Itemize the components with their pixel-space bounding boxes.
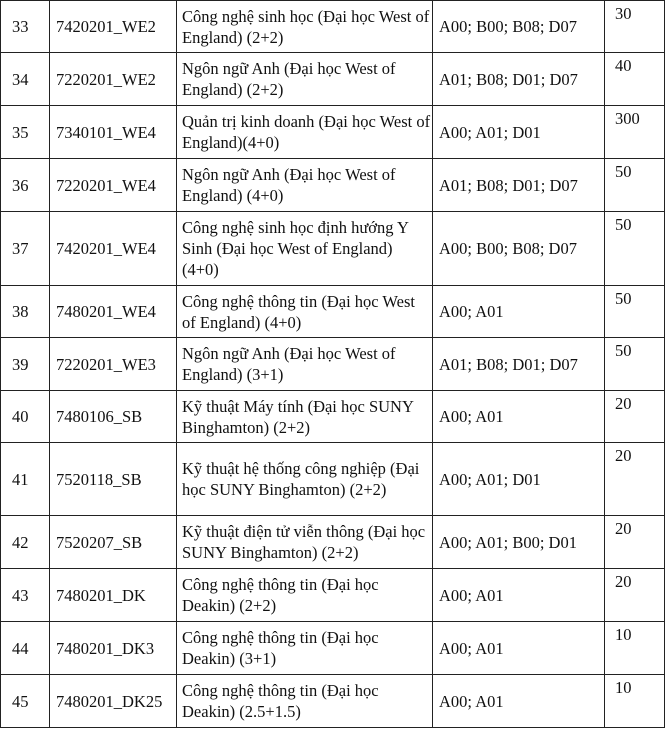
row-number: 38 [1, 286, 50, 338]
subject-combinations: A00; A01; D01 [433, 106, 605, 159]
quota: 50 [605, 338, 665, 391]
row-number: 34 [1, 53, 50, 106]
subject-combinations: A01; B08; D01; D07 [433, 53, 605, 106]
program-name: Công nghệ sinh học định hướng Y Sinh (Đại học West of England) (4+0) [177, 212, 433, 286]
row-number: 41 [1, 443, 50, 516]
program-code: 7480201_DK3 [50, 622, 177, 675]
subject-combinations: A00; A01 [433, 622, 605, 675]
table-row [1, 569, 665, 622]
subject-combinations: A00; B00; B08; D07 [433, 1, 605, 53]
row-number: 39 [1, 338, 50, 391]
quota: 20 [605, 516, 665, 569]
program-code: 7340101_WE4 [50, 106, 177, 159]
row-number: 37 [1, 212, 50, 286]
program-name: Ngôn ngữ Anh (Đại học West of England) (3+1) [177, 338, 433, 391]
table-row [1, 159, 665, 212]
program-code: 7220201_WE2 [50, 53, 177, 106]
program-name: Kỹ thuật Máy tính (Đại học SUNY Binghamton) (2+2) [177, 391, 433, 443]
program-code: 7480201_DK25 [50, 675, 177, 728]
row-number: 45 [1, 675, 50, 728]
table-row [1, 106, 665, 159]
table-row [1, 53, 665, 106]
subject-combinations: A00; A01; B00; D01 [433, 516, 605, 569]
subject-combinations: A00; A01 [433, 675, 605, 728]
program-name: Quản trị kinh doanh (Đại học West of England)(4+0) [177, 106, 433, 159]
table-row [1, 443, 665, 516]
program-name: Công nghệ sinh học (Đại học West of England) (2+2) [177, 1, 433, 53]
table-row [1, 212, 665, 286]
subject-combinations: A01; B08; D01; D07 [433, 159, 605, 212]
subject-combinations: A00; B00; B08; D07 [433, 212, 605, 286]
quota: 50 [605, 212, 665, 286]
quota: 20 [605, 443, 665, 516]
quota: 20 [605, 391, 665, 443]
table-row [1, 391, 665, 443]
program-code: 7220201_WE3 [50, 338, 177, 391]
subject-combinations: A01; B08; D01; D07 [433, 338, 605, 391]
program-name: Kỹ thuật điện tử viễn thông (Đại học SUNY Binghamton) (2+2) [177, 516, 433, 569]
program-name: Ngôn ngữ Anh (Đại học West of England) (2+2) [177, 53, 433, 106]
program-code: 7520207_SB [50, 516, 177, 569]
quota: 50 [605, 286, 665, 338]
row-number: 40 [1, 391, 50, 443]
table-row [1, 338, 665, 391]
program-name: Công nghệ thông tin (Đại học Deakin) (3+1) [177, 622, 433, 675]
quota: 10 [605, 675, 665, 728]
program-code: 7480201_WE4 [50, 286, 177, 338]
quota: 30 [605, 1, 665, 53]
program-code: 7520118_SB [50, 443, 177, 516]
program-name: Công nghệ thông tin (Đại học Deakin) (2+2) [177, 569, 433, 622]
subject-combinations: A00; A01 [433, 286, 605, 338]
table-row [1, 286, 665, 338]
program-name: Kỹ thuật hệ thống công nghiệp (Đại học SUNY Binghamton) (2+2) [177, 443, 433, 516]
row-number: 33 [1, 1, 50, 53]
subject-combinations: A00; A01 [433, 391, 605, 443]
quota: 300 [605, 106, 665, 159]
row-number: 36 [1, 159, 50, 212]
program-code: 7480201_DK [50, 569, 177, 622]
program-name: Ngôn ngữ Anh (Đại học West of England) (4+0) [177, 159, 433, 212]
quota: 50 [605, 159, 665, 212]
table-row [1, 675, 665, 728]
table-row [1, 622, 665, 675]
table-row [1, 1, 665, 53]
quota: 20 [605, 569, 665, 622]
program-code: 7480106_SB [50, 391, 177, 443]
quota: 10 [605, 622, 665, 675]
program-name: Công nghệ thông tin (Đại học Deakin) (2.5+1.5) [177, 675, 433, 728]
table-row [1, 516, 665, 569]
program-name: Công nghệ thông tin (Đại học West of England) (4+0) [177, 286, 433, 338]
program-code: 7420201_WE4 [50, 212, 177, 286]
program-code: 7220201_WE4 [50, 159, 177, 212]
program-code: 7420201_WE2 [50, 1, 177, 53]
row-number: 43 [1, 569, 50, 622]
row-number: 35 [1, 106, 50, 159]
subject-combinations: A00; A01 [433, 569, 605, 622]
subject-combinations: A00; A01; D01 [433, 443, 605, 516]
quota: 40 [605, 53, 665, 106]
row-number: 44 [1, 622, 50, 675]
row-number: 42 [1, 516, 50, 569]
